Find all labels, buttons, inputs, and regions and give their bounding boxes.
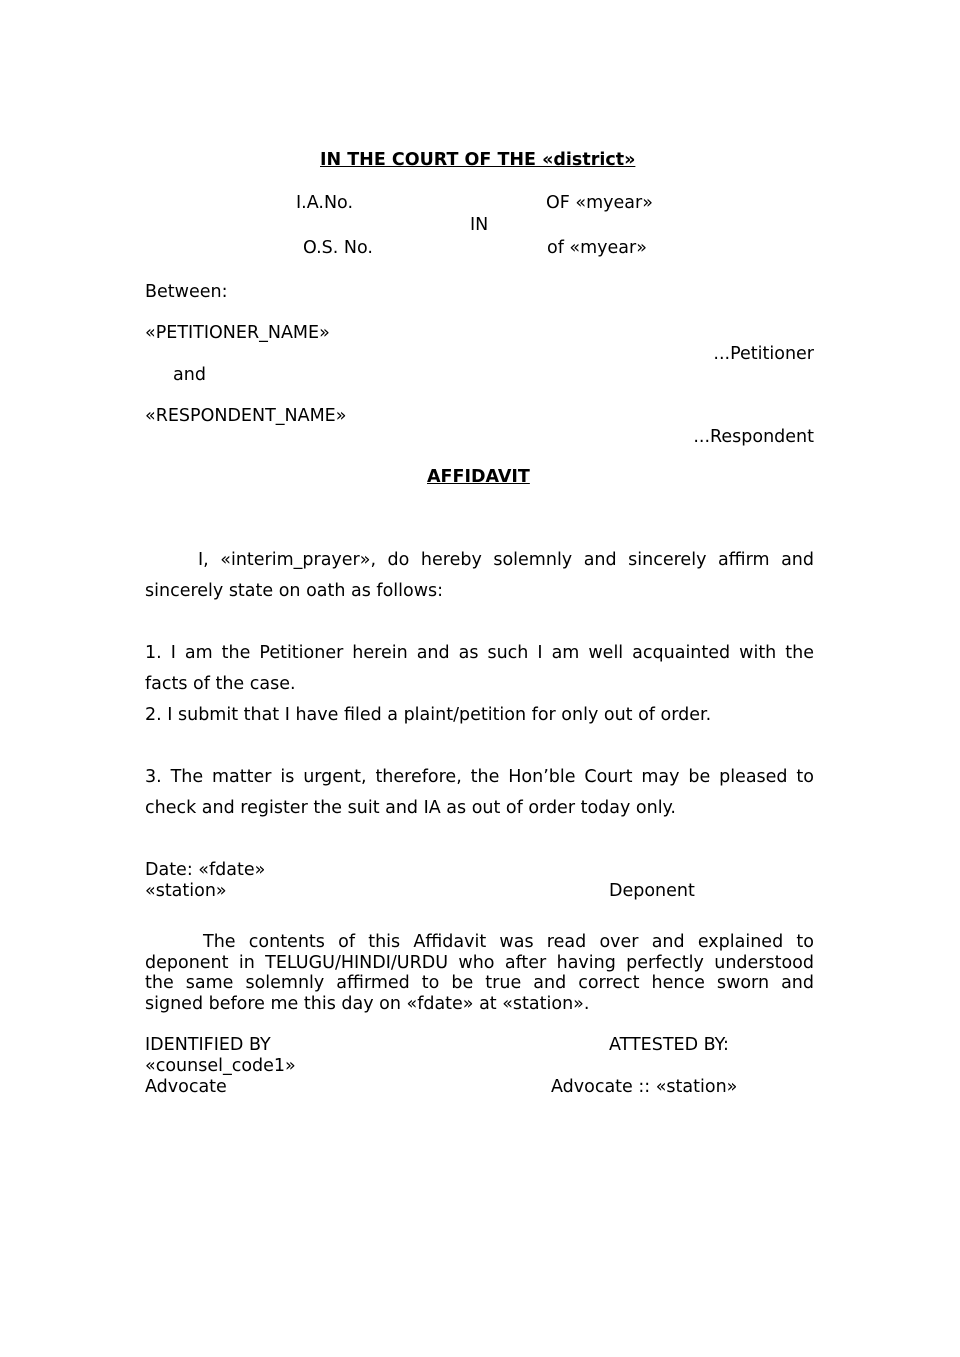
respondent-label: ...Respondent [693,427,814,447]
ia-year: OF «myear» [546,193,653,213]
attestation-line-3: the same solemnly affirmed to be true and correct hence sworn and [145,973,814,993]
court-title: IN THE COURT OF THE «district» [320,150,636,170]
between-label: Between: [145,282,228,302]
petitioner-label: ...Petitioner [713,344,814,364]
in-label: IN [470,215,489,235]
counsel-code: «counsel_code1» [145,1056,296,1076]
petitioner-name: «PETITIONER_NAME» [145,323,330,343]
point-1-line-2: facts of the case. [145,674,296,694]
point-3-line-1: 3. The matter is urgent, therefore, the Hon’ble Court may be pleased to [145,767,814,787]
intro-line-1: I, «interim_prayer», do hereby solemnly and sincerely affirm and [198,550,814,570]
attestation-line-1: The contents of this Affidavit was read over and explained to [203,932,814,952]
date-line: Date: «fdate» [145,860,266,880]
point-1-line-1: 1. I am the Petitioner herein and as such I am well acquainted with the [145,643,814,663]
respondent-name: «RESPONDENT_NAME» [145,406,347,426]
os-number-label: O.S. No. [303,238,373,258]
attested-by-label: ATTESTED BY: [609,1035,729,1055]
os-year: of «myear» [547,238,647,258]
point-2-line-1: 2. I submit that I have filed a plaint/petition for only out of order. [145,705,712,725]
point-3-line-2: check and register the suit and IA as out of order today only. [145,798,676,818]
advocate-right: Advocate :: «station» [551,1077,738,1097]
identified-by-label: IDENTIFIED BY [145,1035,271,1055]
intro-line-2: sincerely state on oath as follows: [145,581,444,601]
deponent-label: Deponent [609,881,695,901]
and-label: and [173,365,206,385]
affidavit-title: AFFIDAVIT [427,467,530,487]
advocate-left: Advocate [145,1077,227,1097]
attestation-line-2: deponent in TELUGU/HINDI/URDU who after having perfectly understood [145,953,814,973]
attestation-line-4: signed before me this day on «fdate» at «station». [145,994,590,1014]
station-line: «station» [145,881,227,901]
ia-number-label: I.A.No. [296,193,354,213]
